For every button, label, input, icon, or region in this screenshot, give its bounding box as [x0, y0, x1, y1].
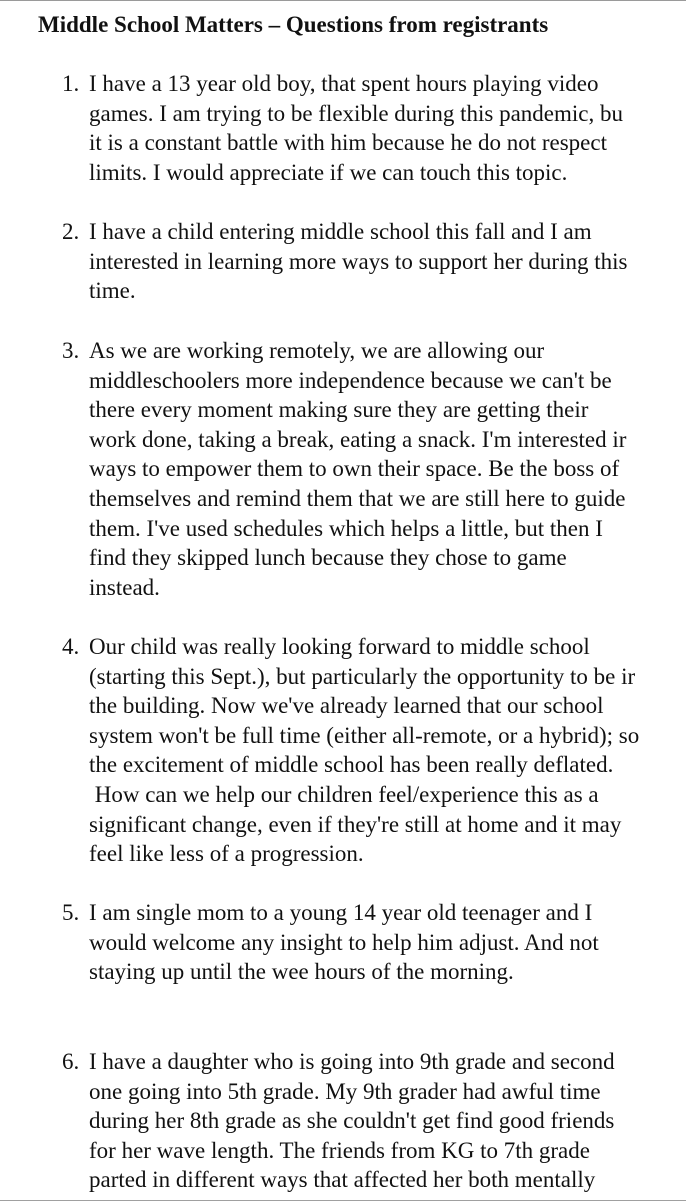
question-text-line: I have a daughter who is going into 9th grade and second	[89, 1049, 615, 1074]
question-text-line: How can we help our children feel/experience this as a	[89, 782, 599, 807]
question-text-line: As we are working remotely, we are allowing our	[89, 338, 545, 363]
question-text-line: there every moment making sure they are getting their	[89, 397, 589, 423]
question-text-line: for her wave length. The friends from KG to 7th grade	[89, 1137, 590, 1163]
question-text-line: work done, taking a break, eating a snack. I'm interested ir	[89, 426, 627, 452]
question-number: 1.	[62, 71, 80, 96]
question-number: 5.	[62, 900, 80, 925]
question-text-line: instead.	[89, 574, 160, 600]
question-text-line: middleschoolers more independence because we can't be	[89, 367, 612, 393]
question-text-line: I have a 13 year old boy, that spent hours playing video	[89, 71, 599, 96]
question-text-line: I have a child entering middle school this fall and I am	[89, 219, 592, 244]
question-number: 3.	[62, 338, 80, 363]
question-text-line: ways to empower them to own their space. Be the boss of	[89, 456, 620, 482]
question-text-line: system won't be full time (either all-remote, or a hybrid); so	[89, 722, 640, 748]
question-text-line: Our child was really looking forward to middle school	[89, 634, 590, 659]
question-text-line: parted in different ways that affected her both mentally	[89, 1167, 596, 1193]
question-text-line: would welcome any insight to help him adjust. And not	[89, 929, 599, 955]
question-text-line: themselves and remind them that we are still here to guide	[89, 486, 626, 511]
question-text-line: staying up until the wee hours of the morning.	[89, 959, 514, 985]
question-text-line: time.	[89, 278, 136, 304]
question-text-line: one going into 5th grade. My 9th grader had awful time	[89, 1078, 601, 1104]
question-number: 6.	[62, 1049, 80, 1074]
question-text-line: interested in learning more ways to support her during this	[89, 248, 628, 274]
question-text-line: I am single mom to a young 14 year old teenager and I	[89, 900, 593, 925]
page-bottom-edge	[0, 1200, 686, 1201]
document-title: Middle School Matters – Questions from registrants	[38, 12, 549, 37]
question-text-line: limits. I would appreciate if we can touch this topic.	[89, 159, 568, 185]
question-text-line: during her 8th grade as she couldn't get find good friends	[89, 1108, 615, 1134]
question-text-line: games. I am trying to be flexible during this pandemic, bu	[89, 100, 623, 126]
question-text-line: feel like less of a progression.	[89, 841, 364, 867]
question-text-line: significant change, even if they're still at home and it may	[89, 811, 622, 837]
question-number: 2.	[62, 219, 80, 244]
question-text-line: find they skipped lunch because they chose to game	[89, 545, 567, 571]
question-text-line: it is a constant battle with him because he do not respect	[89, 130, 607, 156]
question-number: 4.	[62, 634, 80, 659]
question-text-line: the building. Now we've already learned that our school	[89, 693, 604, 719]
question-text-line: (starting this Sept.), but particularly the opportunity to be ir	[89, 663, 636, 689]
question-text-line: them. I've used schedules which helps a little, but then I	[89, 515, 603, 541]
question-text-line: the excitement of middle school has been really deflated.	[89, 752, 614, 778]
